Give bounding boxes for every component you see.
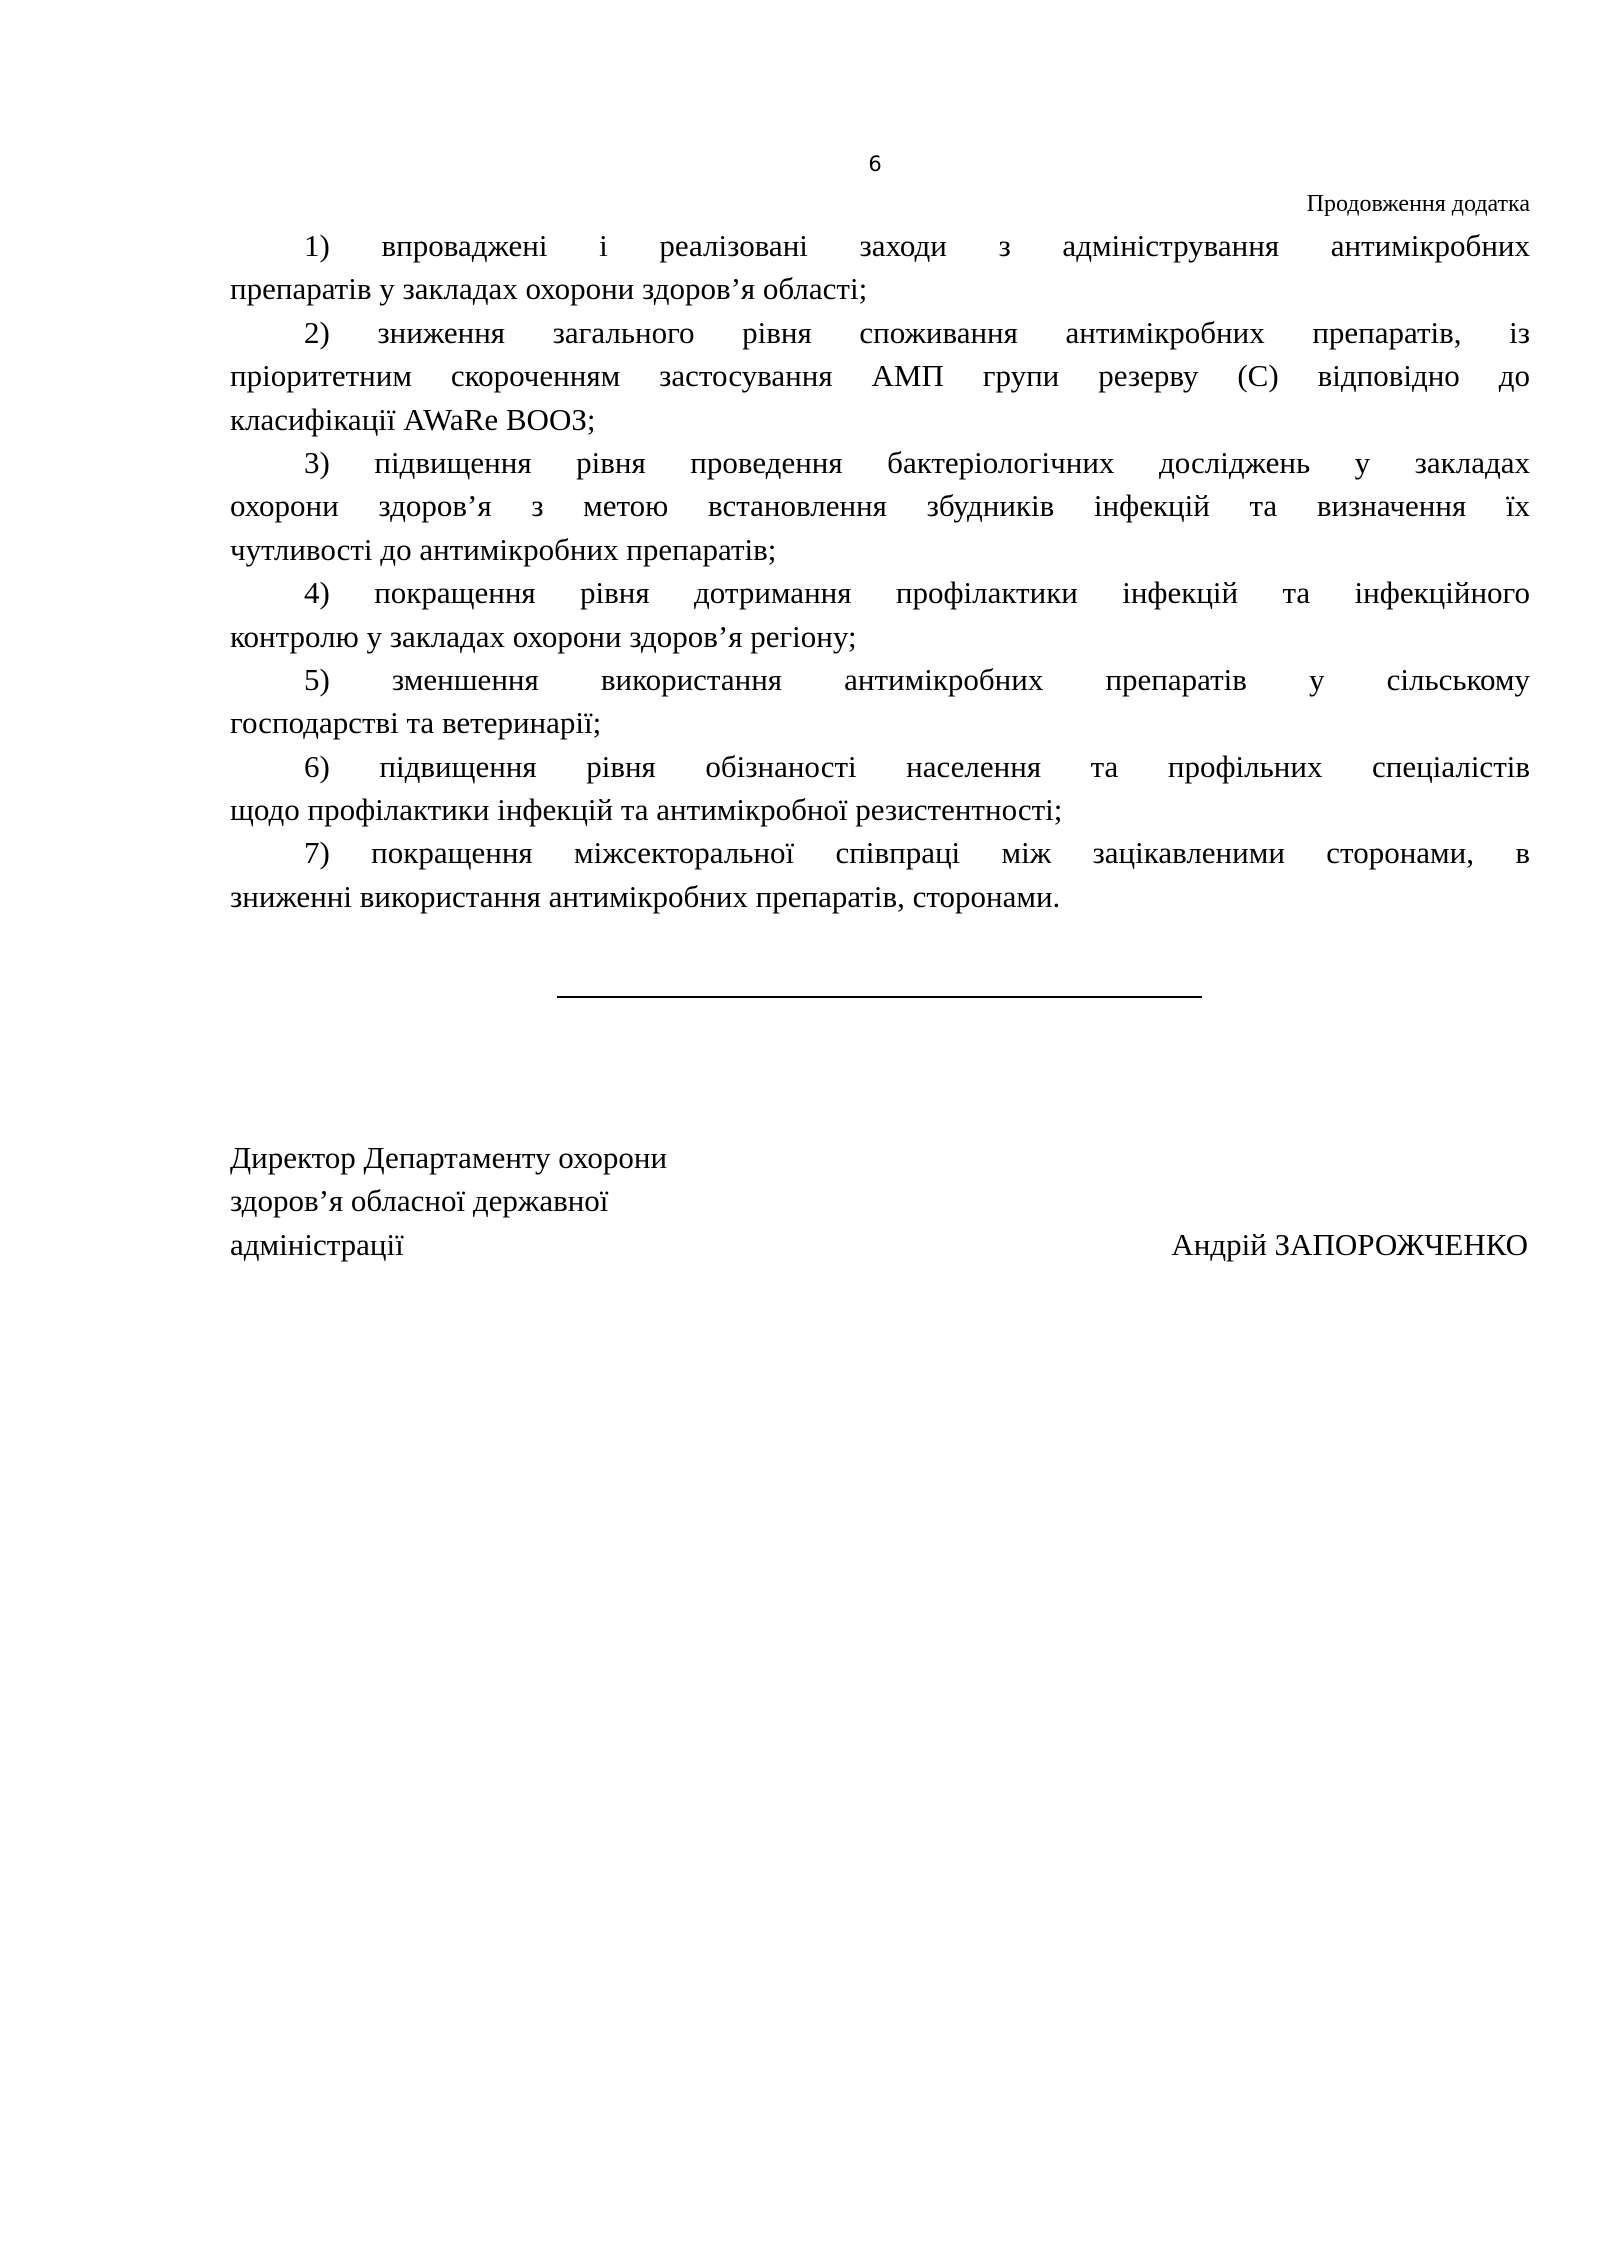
- list-item-line: охорони здоров’я з метою встановлення збудників інфекцій та визначення їх: [230, 488, 1530, 524]
- list-item-line: чутливості до антимікробних препаратів;: [230, 531, 777, 567]
- continuation-label: Продовження додатка: [1306, 191, 1530, 217]
- list-item-line: господарстві та ветеринарії;: [230, 705, 602, 741]
- list-item: [230, 311, 1530, 441]
- list-item-line: 4) покращення рівня дотримання профілактики інфекцій та інфекційного: [304, 575, 1530, 611]
- list-item-line: 2) зниження загального рівня споживання антимікробних препаратів, із: [304, 314, 1530, 350]
- list-item: [230, 571, 1530, 658]
- outcomes-list: [230, 224, 1530, 918]
- list-item: [230, 441, 1530, 571]
- list-item: [230, 745, 1530, 832]
- signatory-position-line: адміністрації: [230, 1226, 404, 1262]
- section-separator: [557, 996, 1202, 998]
- list-item-line: 5) зменшення використання антимікробних препаратів у сільському: [304, 661, 1530, 697]
- list-item: [230, 831, 1530, 918]
- signatory-position-line: Директор Департаменту охорони: [230, 1140, 668, 1175]
- list-item-line: 1) впроваджені і реалізовані заходи з адміністрування антимікробних: [304, 228, 1530, 263]
- page-number: 6: [868, 152, 882, 176]
- signature-block: [230, 1136, 1530, 1266]
- list-item-line: зниженні використання антимікробних препаратів, сторонами.: [230, 878, 1061, 914]
- list-item: [230, 224, 1530, 311]
- list-item-line: 6) підвищення рівня обізнаності населення та профільних спеціалістів: [304, 748, 1530, 784]
- list-item-line: 7) покращення міжсекторальної співпраці між зацікавленими сторонами, в: [304, 835, 1530, 871]
- list-item: [230, 658, 1530, 745]
- list-item-line: 3) підвищення рівня проведення бактеріологічних досліджень у закладах: [304, 444, 1530, 480]
- list-item-line: препаратів у закладах охорони здоров’я області;: [230, 271, 868, 307]
- signatory-position-line: здоров’я обласної державної: [230, 1183, 609, 1219]
- list-item-line: класифікації AWaRe ВООЗ;: [230, 401, 596, 437]
- list-item-line: щодо профілактики інфекцій та антимікробної резистентності;: [230, 792, 1063, 828]
- list-item-line: контролю у закладах охорони здоров’я регіону;: [230, 618, 857, 654]
- signatory-name: Андрій ЗАПОРОЖЧЕНКО: [1171, 1226, 1528, 1262]
- list-item-line: пріоритетним скороченням застосування АМП групи резерву (С) відповідно до: [230, 358, 1530, 394]
